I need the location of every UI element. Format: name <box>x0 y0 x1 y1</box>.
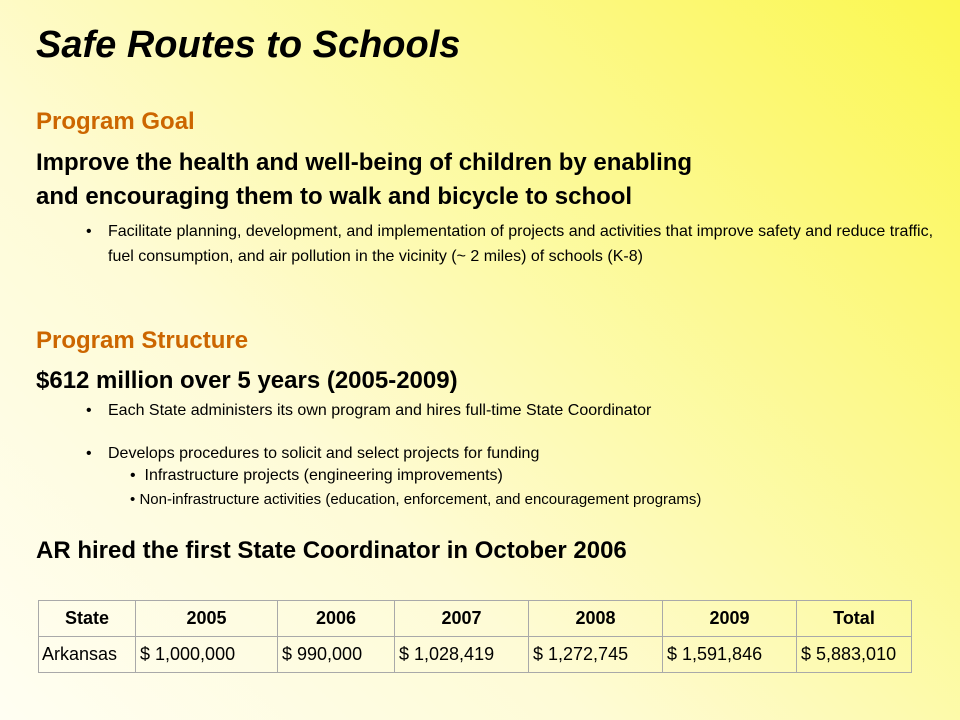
header-2008: 2008 <box>529 601 663 637</box>
header-2006: 2006 <box>278 601 395 637</box>
structure-bullet-2-text: Develops procedures to solicit and select projects for funding <box>108 445 540 462</box>
cell-total: $ 5,883,010 <box>797 637 912 673</box>
coordinator-statement: AR hired the first State Coordinator in October 2006 <box>36 537 627 564</box>
bullet-marker: • <box>130 467 136 484</box>
slide-title: Safe Routes to Schools <box>36 24 461 66</box>
cell-2007: $ 1,028,419 <box>395 637 529 673</box>
table-row <box>39 637 912 673</box>
program-goal-heading: Program Goal <box>36 108 195 135</box>
header-total: Total <box>797 601 912 637</box>
bullet-marker: • <box>86 445 92 462</box>
bullet-marker: • <box>130 491 136 508</box>
funding-statement: $612 million over 5 years (2005-2009) <box>36 367 458 394</box>
structure-bullet-1 <box>86 398 948 423</box>
structure-bullet-2 <box>86 441 948 466</box>
goal-statement-line-1: Improve the health and well-being of children by enabling <box>36 149 693 176</box>
sub-bullet-infrastructure-text: Infrastructure projects (engineering improvements) <box>144 467 503 484</box>
goal-bullet-text: Facilitate planning, development, and implementation of projects and activities that improve safety and reduce traffic, fuel consumption, and air pollution in the vicinity (~ 2 miles) of schools (K-8) <box>108 223 934 265</box>
program-structure-heading: Program Structure <box>36 327 249 354</box>
header-2005: 2005 <box>136 601 278 637</box>
header-2009: 2009 <box>663 601 797 637</box>
goal-statement-line-2: and encouraging them to walk and bicycle to school <box>36 183 633 210</box>
cell-state: Arkansas <box>39 637 136 673</box>
sub-bullet-infrastructure <box>130 465 503 487</box>
header-state: State <box>39 601 136 637</box>
cell-2008: $ 1,272,745 <box>529 637 663 673</box>
sub-bullet-non-infrastructure <box>130 489 701 511</box>
cell-2009: $ 1,591,846 <box>663 637 797 673</box>
header-2007: 2007 <box>395 601 529 637</box>
cell-2006: $ 990,000 <box>278 637 395 673</box>
structure-bullet-1-text: Each State administers its own program and hires full-time State Coordinator <box>108 402 652 419</box>
bullet-marker: • <box>86 402 92 419</box>
funding-table <box>38 600 912 673</box>
sub-bullet-non-infrastructure-text: Non-infrastructure activities (education, enforcement, and encouragement programs) <box>139 491 702 508</box>
table-header-row <box>39 601 912 637</box>
goal-bullet <box>86 219 948 269</box>
bullet-marker: • <box>86 223 92 240</box>
cell-2005: $ 1,000,000 <box>136 637 278 673</box>
